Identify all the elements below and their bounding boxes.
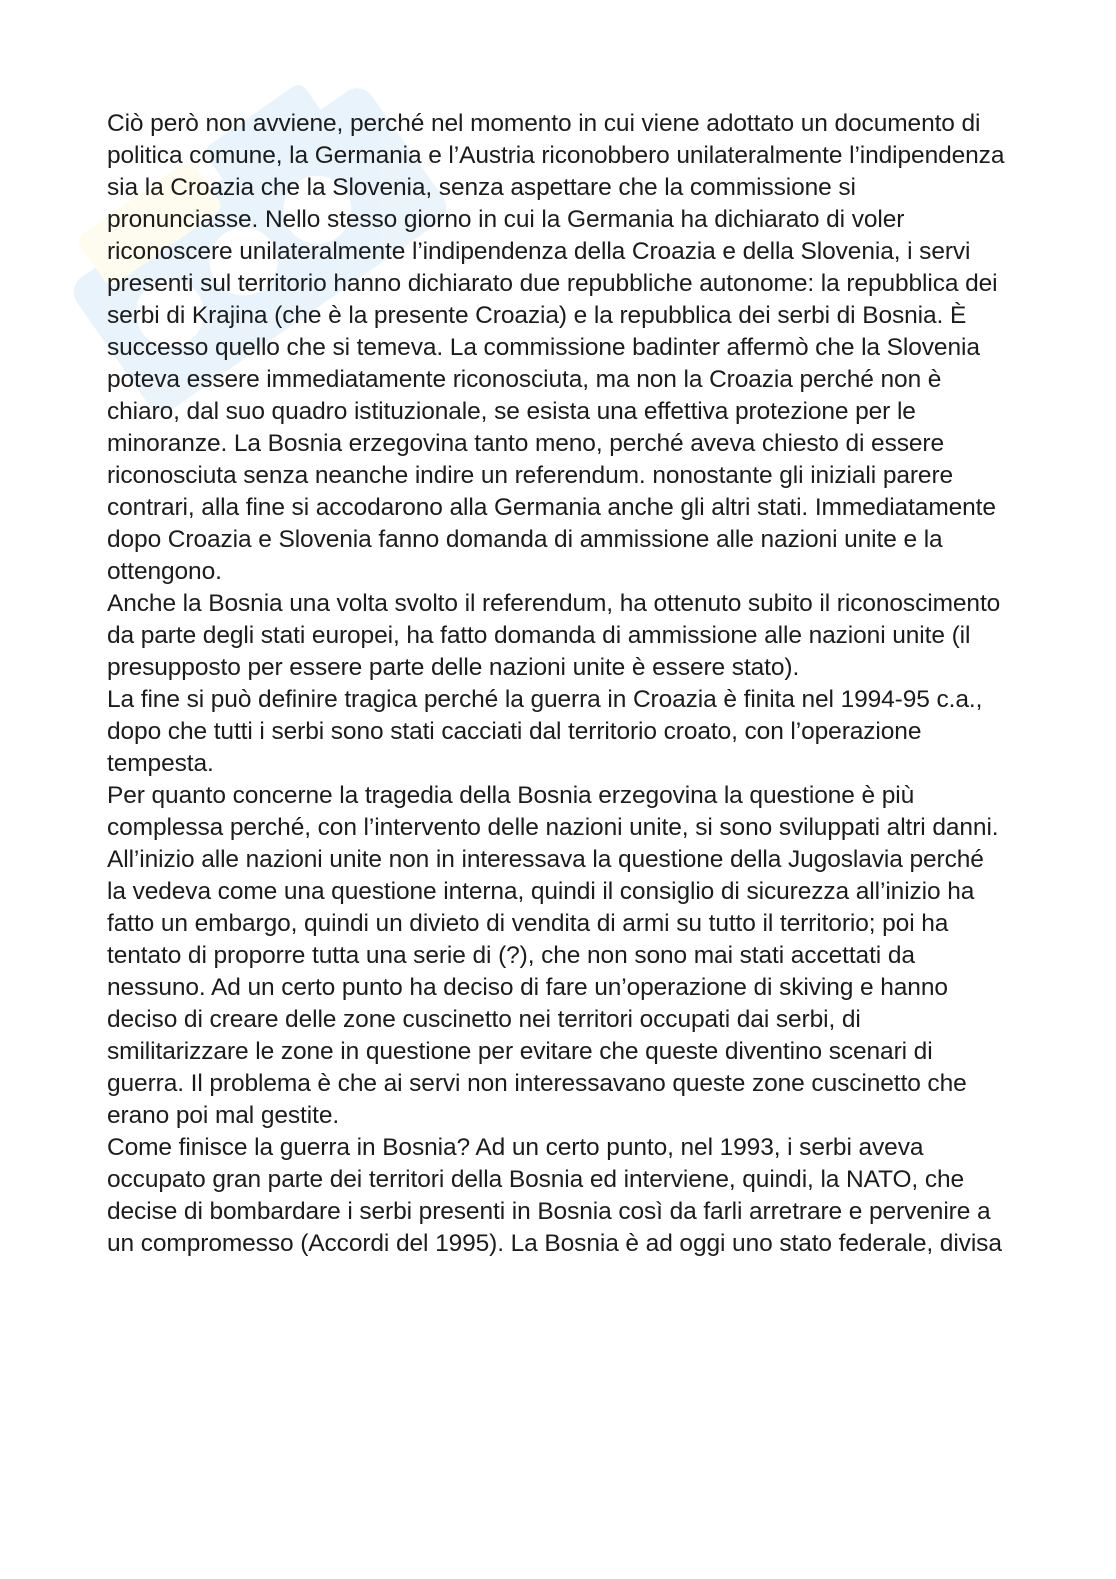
paragraph-5: Come finisce la guerra in Bosnia? Ad un certo punto, nel 1993, i serbi aveva occupato gran parte dei territori della Bosnia ed interviene, quindi, la NATO, che decise di bombardare i serbi presenti in Bosnia così da farli arretrare e pervenire a un compromesso (Accordi del 1995). La Bosnia è ad oggi uno stato federale, divisa — [107, 1134, 1002, 1257]
paragraph-2: Anche la Bosnia una volta svolto il referendum, ha ottenuto subito il riconoscimento da parte degli stati europei, ha fatto domanda di ammissione alle nazioni unite (il presupposto per essere parte delle nazioni unite è essere stato). — [107, 590, 1001, 681]
paragraph-1: Ciò però non avviene, perché nel momento in cui viene adottato un documento di politica comune, la Germania e l’Austria riconobbero unilateralmente l’indipendenza sia la Croazia che la Slovenia, senza aspettare che la commissione si pronunciasse. Nello stesso giorno in cui la Germania ha dichiarato di voler riconoscere unilateralmente l’indipendenza della Croazia e della Slovenia, i servi presenti sul territorio hanno dichiarato due repubbliche autonome: la repubblica dei serbi di Krajina (che è la presente Croazia) e la repubblica dei serbi di Bosnia. È successo quello che si temeva. La commissione badinter affermò che la Slovenia poteva essere immediatamente riconosciuta, ma non la Croazia perché non è chiaro, dal suo quadro istituzionale, se esista una effettiva protezione per le minoranze. La Bosnia erzegovina tanto meno, perché aveva chiesto di essere riconosciuta senza neanche indire un referendum. nonostante gli iniziali parere contrari, alla fine si accodarono alla Germania anche gli altri stati. Immediatamente dopo Croazia e Slovenia fanno domanda di ammissione alle nazioni unite e la ottengono. — [107, 110, 1005, 585]
document-body — [107, 108, 1007, 1260]
paragraph-3: La fine si può definire tragica perché la guerra in Croazia è finita nel 1994-95 c.a., dopo che tutti i serbi sono stati cacciati dal territorio croato, con l’operazione tempesta. — [107, 686, 983, 777]
paragraph-4: Per quanto concerne la tragedia della Bosnia erzegovina la questione è più complessa perché, con l’intervento delle nazioni unite, si sono sviluppati altri danni. All’inizio alle nazioni unite non in interessava la questione della Jugoslavia perché la vedeva come una questione interna, quindi il consiglio di sicurezza all’inizio ha fatto un embargo, quindi un divieto di vendita di armi su tutto il territorio; poi ha tentato di proporre tutta una serie di (?), che non sono mai stati accettati da nessuno. Ad un certo punto ha deciso di fare un’operazione di skiving e hanno deciso di creare delle zone cuscinetto nei territori occupati dai serbi, di smilitarizzare le zone in questione per evitare che queste diventino scenari di guerra. Il problema è che ai servi non interessavano queste zone cuscinetto che erano poi mal gestite. — [107, 782, 999, 1129]
